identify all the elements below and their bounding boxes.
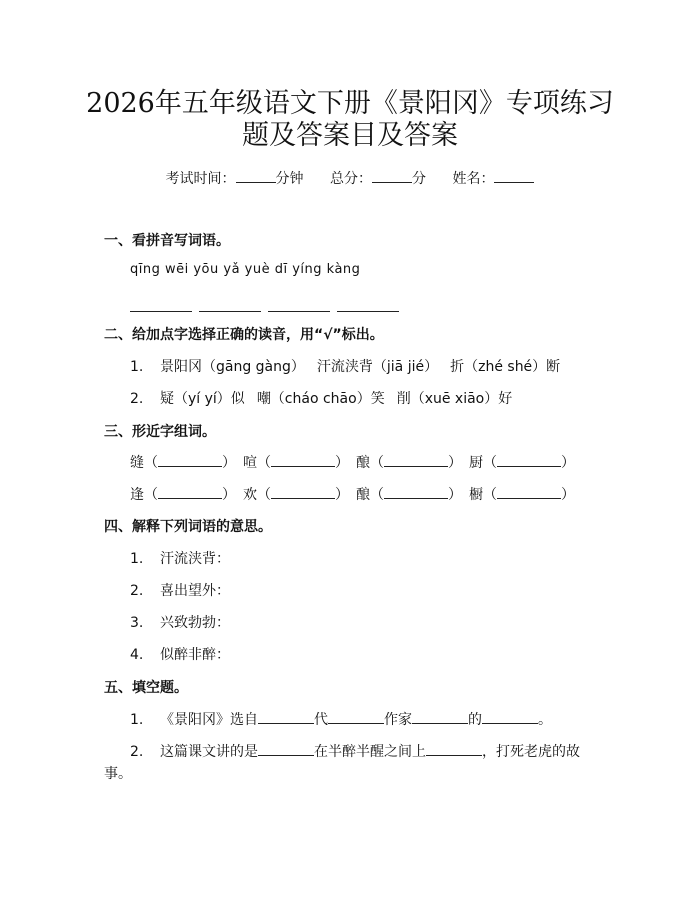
char-blank[interactable]: [158, 485, 222, 499]
s4-item-3: 3. 兴致勃勃：: [130, 615, 230, 631]
section-1-heading: 一、看拼音写词语。: [104, 233, 230, 249]
section-2-heading: 二、给加点字选择正确的读音，用“√”标出。: [104, 327, 384, 343]
s3-row-2: 逢（ ） 欢（ ） 酿（ ） 橱（ ）: [130, 487, 575, 503]
exam-info: [0, 168, 700, 188]
word-blank-3[interactable]: [268, 301, 330, 312]
score-blank[interactable]: [372, 169, 412, 183]
s5-question-2: 2. 这篇课文讲的是 在半醉半醒之间上 ，打死老虎的故: [130, 744, 580, 760]
s4-item-1: 1. 汗流浃背：: [130, 551, 230, 567]
pinyin-prompt: qīng wēi yōu yǎ yuè dī yíng kàng: [130, 262, 361, 277]
time-blank[interactable]: [236, 169, 276, 183]
s5-question-2-cont: 事。: [104, 766, 132, 782]
s2-question-2: 2. 疑（yí yí）似 嘲（cháo chāo）笑 削（xuē xiāo）好: [130, 391, 513, 407]
s4-item-4: 4. 似醉非醉：: [130, 647, 230, 663]
section-5-heading: 五、填空题。: [104, 680, 188, 696]
section-4-heading: 四、解释下列词语的意思。: [104, 519, 272, 535]
char-blank[interactable]: [271, 453, 335, 467]
score-label: 总分：: [330, 171, 372, 187]
s5-question-1: 1. 《景阳冈》选自 代 作家 的 。: [130, 712, 552, 728]
time-label: 考试时间：: [165, 171, 236, 187]
fill-blank[interactable]: [412, 710, 468, 724]
name-label: 姓名：: [452, 171, 495, 187]
char-blank[interactable]: [271, 485, 335, 499]
score-unit: 分: [412, 171, 426, 187]
word-blank-2[interactable]: [199, 301, 261, 312]
page-title-line2: 题及答案目及答案: [242, 120, 458, 151]
fill-blank[interactable]: [328, 710, 384, 724]
s3-row-1: 缝（ ） 喧（ ） 酿（ ） 厨（ ）: [130, 455, 575, 471]
word-blank-4[interactable]: [337, 301, 399, 312]
name-blank[interactable]: [494, 169, 534, 183]
word-blank-1[interactable]: [130, 301, 192, 312]
fill-blank[interactable]: [426, 742, 482, 756]
time-unit: 分钟: [275, 171, 304, 187]
s4-item-2: 2. 喜出望外：: [130, 583, 230, 599]
char-blank[interactable]: [384, 485, 448, 499]
word-answer-lines: [130, 297, 406, 316]
char-blank[interactable]: [384, 453, 448, 467]
char-blank[interactable]: [497, 453, 561, 467]
fill-blank[interactable]: [258, 710, 314, 724]
fill-blank[interactable]: [482, 710, 538, 724]
char-blank[interactable]: [497, 485, 561, 499]
page-title-line1: 2026年五年级语文下册《景阳冈》专项练习: [86, 88, 614, 119]
char-blank[interactable]: [158, 453, 222, 467]
section-3-heading: 三、形近字组词。: [104, 424, 216, 440]
fill-blank[interactable]: [258, 742, 314, 756]
s2-question-1: 1. 景阳冈（gāng gàng） 汗流浃背（jiā jié） 折（zhé shé）断: [130, 359, 561, 375]
